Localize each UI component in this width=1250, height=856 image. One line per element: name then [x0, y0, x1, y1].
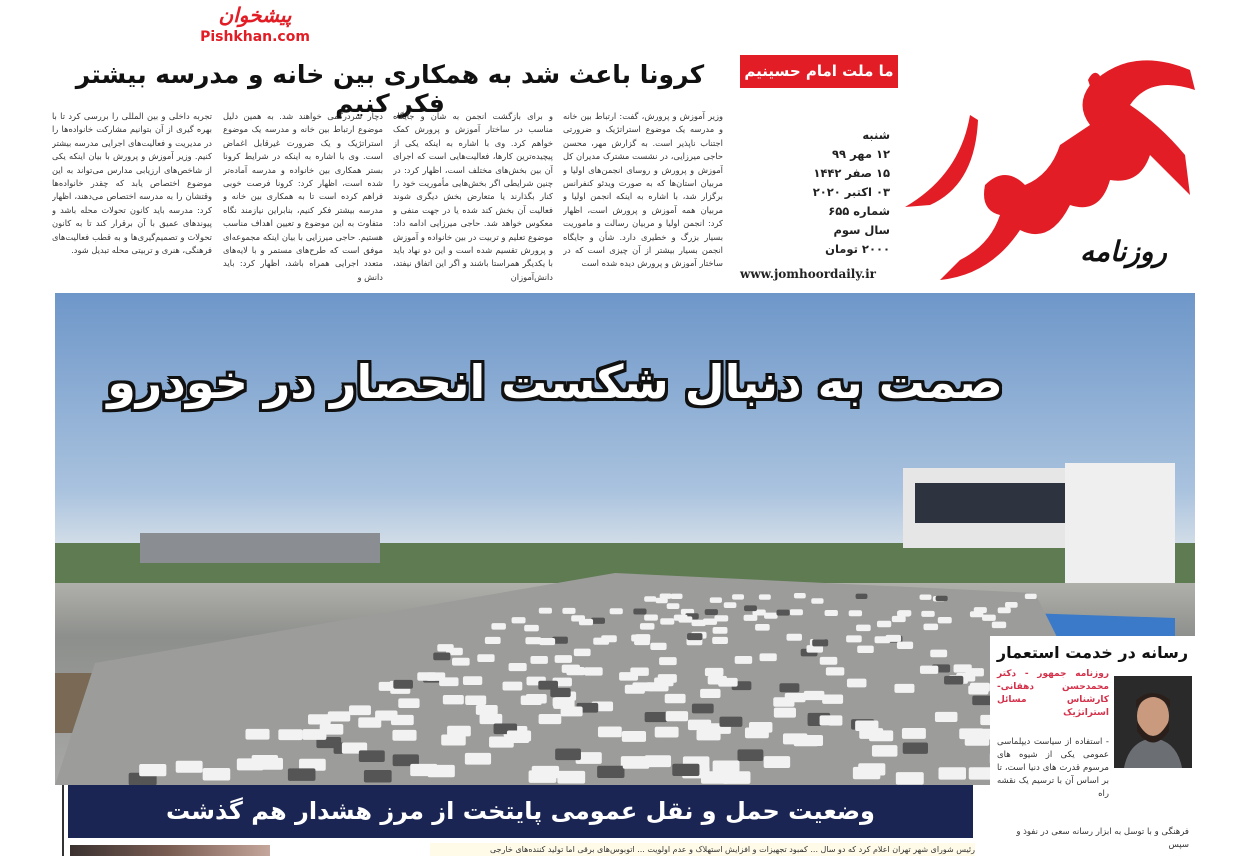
car — [790, 609, 803, 615]
car — [539, 714, 562, 724]
watermark-en: Pishkhan.com — [200, 29, 310, 45]
car — [713, 627, 728, 634]
car — [920, 666, 938, 674]
car — [359, 750, 385, 762]
car — [465, 753, 491, 765]
car — [625, 685, 645, 694]
car — [391, 715, 414, 725]
car — [935, 712, 957, 722]
opinion-title[interactable]: رسانه در خدمت استعمار — [996, 643, 1189, 662]
car — [812, 639, 828, 646]
car — [982, 615, 996, 621]
car — [640, 623, 655, 630]
top-story-headline[interactable]: کرونا باعث شد به همکاری بین خانه و مدرسه بیشتر فکر کنیم — [75, 60, 705, 118]
car — [939, 767, 966, 779]
car — [645, 712, 668, 722]
car — [417, 672, 436, 681]
car — [645, 755, 671, 767]
car — [811, 598, 823, 604]
car — [524, 625, 539, 632]
car — [245, 729, 269, 740]
car — [477, 654, 494, 662]
car — [760, 653, 777, 661]
car — [921, 611, 934, 617]
car — [480, 714, 503, 724]
car — [139, 764, 166, 776]
car — [712, 637, 728, 644]
car — [776, 610, 789, 616]
car — [822, 694, 843, 703]
car — [491, 623, 506, 630]
car — [705, 668, 724, 676]
opinion-text: - استفاده از سیاست دیپلماسی عمومی یکی از شیوه های مرسوم قدرت های دنیا است، تا بر اساس آن با ترسیم یک نقشه راه — [997, 737, 1109, 799]
photo-headline[interactable]: صمت به دنبال شکست انحصار در خودرو — [107, 355, 1003, 409]
car — [650, 643, 666, 650]
car — [256, 758, 283, 770]
car — [774, 708, 796, 718]
car — [902, 728, 926, 739]
car — [591, 618, 605, 624]
car — [820, 657, 838, 665]
car — [724, 602, 737, 608]
car — [897, 642, 913, 649]
car — [433, 653, 450, 661]
car — [875, 636, 891, 643]
car — [665, 694, 686, 703]
car — [700, 689, 720, 698]
car — [744, 615, 758, 621]
car — [1025, 594, 1037, 599]
car — [630, 668, 649, 676]
date-gregorian: ۰۳ اکتبر ۲۰۲۰ — [812, 185, 890, 199]
car — [598, 726, 622, 737]
car — [439, 677, 458, 686]
car — [759, 594, 771, 599]
car — [278, 729, 302, 740]
car — [923, 624, 938, 631]
car — [735, 656, 752, 664]
car — [659, 657, 677, 665]
car — [512, 617, 526, 623]
car — [749, 722, 772, 733]
car — [539, 638, 555, 645]
car — [644, 596, 656, 601]
car — [555, 655, 572, 663]
car — [920, 595, 932, 600]
car — [562, 665, 580, 673]
car — [723, 771, 751, 784]
car — [1005, 602, 1018, 608]
car — [779, 683, 799, 692]
watermark-fa: پیشخوان — [218, 3, 292, 27]
article-column-3: دچار سردرگمی خواهند شد. به همین دلیل موضوع ارتباط بین خانه و مدرسه یک موضوع استراتژیک و یک ضرورت غیرقابل اغماض است. وی با اشاره به اینکه در شرایط کرونا بستر همکاری بین خانواده و مدرسه آماده‌تر شده است، اظهار کرد: کرونا فرصت خوبی فراهم کرده است تا به همکاری بین خانه و مدرسه بیشتر فکر کنیم، بنابراین نیازمند نگاه متفاوت به این موضوع و تعیین اهداف مناسب هستیم. حاجی میرزایی با بیان اینکه مجموعه‌ای موفق است که طرح‌های مستمر و با لایه‌های متعدد اجرایی همراه باشد، اظهار کرد: باید دانش و — [223, 111, 383, 282]
car — [903, 743, 928, 754]
car — [555, 749, 581, 761]
car — [656, 598, 668, 604]
car — [308, 714, 331, 724]
car — [671, 594, 683, 599]
car — [507, 730, 531, 741]
car — [968, 685, 988, 694]
car — [203, 768, 231, 780]
car — [660, 618, 674, 624]
car — [826, 667, 844, 675]
publication-year: سال سوم — [833, 223, 890, 237]
car — [719, 717, 742, 727]
car — [692, 704, 714, 714]
car — [509, 663, 527, 671]
car — [530, 656, 547, 664]
car — [441, 734, 466, 745]
car — [970, 611, 983, 617]
car — [944, 676, 963, 685]
car — [398, 698, 419, 708]
car — [737, 749, 763, 761]
car — [857, 646, 874, 653]
car — [877, 621, 891, 627]
car — [601, 635, 617, 642]
car — [853, 767, 880, 779]
logo-subtitle: روزنامه — [1080, 235, 1167, 268]
car — [633, 609, 646, 615]
car — [463, 676, 482, 685]
car — [855, 721, 878, 731]
car — [562, 608, 575, 614]
car — [692, 620, 706, 626]
car — [787, 634, 802, 641]
car — [571, 615, 585, 621]
car — [364, 770, 392, 782]
car — [869, 730, 893, 741]
car — [644, 614, 658, 620]
car — [764, 756, 790, 768]
website-link[interactable]: www.jomhoordaily.ir — [740, 267, 876, 281]
car — [666, 711, 688, 721]
issue-number: شماره ۶۵۵ — [828, 204, 890, 218]
car — [992, 622, 1006, 628]
car — [847, 679, 867, 688]
issue-info — [740, 126, 890, 259]
car — [302, 729, 326, 740]
car — [443, 695, 464, 704]
opinion-column[interactable] — [990, 636, 1195, 856]
car — [584, 667, 602, 675]
second-story-snippet: رئیس شورای شهر تهران اعلام کرد که دو سال ... کمبود تجهیزات و افزایش استهلاک و عدم اولویت ... اتوبوس‌های برقی اما تولید کننده‌های خارجی — [430, 843, 975, 856]
car — [597, 766, 624, 778]
car — [696, 730, 720, 741]
car — [503, 682, 523, 691]
car — [856, 594, 868, 599]
author-photo — [1114, 676, 1192, 768]
car — [532, 766, 559, 778]
car — [718, 678, 737, 687]
car — [410, 764, 437, 776]
car — [892, 616, 906, 622]
car — [954, 664, 972, 672]
article-column-1: وزیر آموزش و پرورش، گفت: ارتباط بین خانه و مدرسه یک موضوع استراتژیک و ضرورتی اجتناب ناپذیر است. به گزارش مهر، محسن حاجی میرزایی، در نشست مشترک مدیران کل آموزش و پرورش و روسای انجمن‌های اولیا و مربیان استان‌ها که به صورت ویدئو کنفرانس برگزار شد، با اشاره به اینکه انجمن اولیا و مربیان همه آموزش و پرورش است، اظهار کرد: انجمن اولیا و مربیان رسالت و ماموریت بسیار بزرگ و خطیری دارد. شأن و جایگاه انجمن بسیار بیشتر از آن چیزی است که در ساختار آموزش و پرورش دیده شده است — [563, 111, 723, 269]
car — [476, 705, 498, 715]
car — [654, 677, 673, 686]
car — [930, 650, 947, 658]
car — [553, 697, 574, 707]
car — [634, 638, 650, 645]
car — [936, 596, 948, 601]
car — [820, 715, 843, 725]
car — [872, 745, 897, 756]
car — [557, 771, 585, 784]
car — [465, 695, 486, 704]
car — [998, 607, 1011, 613]
car — [674, 615, 688, 621]
car — [610, 608, 623, 614]
price: ۲۰۰۰ تومان — [825, 242, 890, 256]
car — [710, 597, 722, 602]
article-column-4: تجربه داخلی و بین المللی را بررسی کرد تا با بهره گیری از آن بتوانیم مشارکت خانواده‌ها را در مدیریت و فعالیت‌های اجرایی مدرسه بیشتر کنیم. وزیر آموزش و پرورش با بیان اینکه یکی از شاخص‌های ارزیابی مدارس می‌تواند به این موضوع اختصاص یابد که چقدر خانواده‌ها وقتشان را به مدرسه اختصاص می‌دهند، اظهار کرد: مدرسه باید کانون تحولات محله باشد و پیوندهای عمیق با آن برقرار کند تا به کانون تحولات و تصمیم‌گیری‌ها و به قطب فعالیت‌های فرهنگی، هنری و تربیتی محله تبدیل شود. — [52, 111, 212, 256]
car — [764, 613, 778, 619]
car — [538, 681, 558, 690]
car — [744, 605, 757, 611]
car — [539, 608, 552, 614]
car — [622, 731, 646, 742]
car — [896, 772, 924, 785]
car — [655, 727, 679, 738]
second-story-headline[interactable]: وضعیت حمل و نقل عمومی پایتخت از مرز هشدار هم گذشت — [68, 785, 973, 838]
car — [732, 594, 744, 599]
car — [485, 637, 501, 644]
pishkhan-watermark — [200, 2, 310, 46]
car — [349, 705, 371, 715]
car — [672, 764, 699, 776]
car — [358, 717, 381, 727]
car — [176, 761, 203, 773]
car — [393, 680, 413, 689]
car — [521, 696, 542, 705]
car — [846, 635, 862, 642]
opinion-author: روزنامه جمهور - دکتر محمدحسن دهقانی- کارشناس مسائل استراتژیک — [997, 669, 1109, 718]
car — [894, 684, 914, 693]
date-solar: ۱۲ مهر ۹۹ — [832, 147, 890, 161]
car — [773, 697, 794, 707]
column-rule — [62, 785, 64, 856]
car — [288, 768, 316, 780]
car — [667, 603, 680, 609]
second-story-photo — [70, 845, 270, 856]
car — [959, 728, 983, 739]
date-lunar: ۱۵ صفر ۱۴۴۲ — [813, 166, 890, 180]
car — [713, 760, 740, 772]
car — [525, 637, 541, 644]
car — [392, 730, 416, 741]
car — [574, 649, 591, 657]
article-column-2: و برای بازگشت انجمن به شأن و جایگاه مناسب در ساختار آموزش و پرورش کمک خواهم کرد. وی با اشاره به اینکه یکی از پیچیده‌ترین کارها، فعالیت‌هایی است که اجرای آن بین بخش‌های مختلف است، اظهار کرد: در چنین شرایطی اگر بخش‌هایی مأموریت خود را کنار بگذارند یا متعارض بخش دیگری شوند فعالیت آن بخش کند شده یا در جهت منفی و معکوس خواهد شد. حاجی میرزایی ادامه داد: موضوع تعلیم و تربیت در بین خانواده و آموزش و پرورش تقسیم شده است و این دو نهاد باید با یکدیگر همراستا باشند و اگر این اتفاق نیفتد، دانش‌آموزان — [393, 111, 553, 282]
car — [452, 658, 470, 666]
car — [688, 720, 711, 730]
car — [798, 735, 823, 746]
car — [849, 610, 862, 616]
car — [437, 644, 453, 651]
car — [938, 617, 952, 623]
car — [794, 593, 806, 598]
car — [328, 711, 350, 721]
car — [687, 633, 702, 640]
car — [804, 691, 825, 700]
car — [705, 609, 718, 615]
car — [856, 625, 871, 632]
car — [825, 610, 838, 616]
slogan-banner: ما ملت امام حسینیم — [740, 55, 898, 88]
car — [755, 624, 770, 631]
car — [897, 611, 910, 617]
opinion-text-continued: فرهنگی و با توسل به ابزار رسانه سعی در نفوذ و سپس — [1016, 827, 1189, 850]
issue-day: شنبه — [862, 128, 890, 142]
